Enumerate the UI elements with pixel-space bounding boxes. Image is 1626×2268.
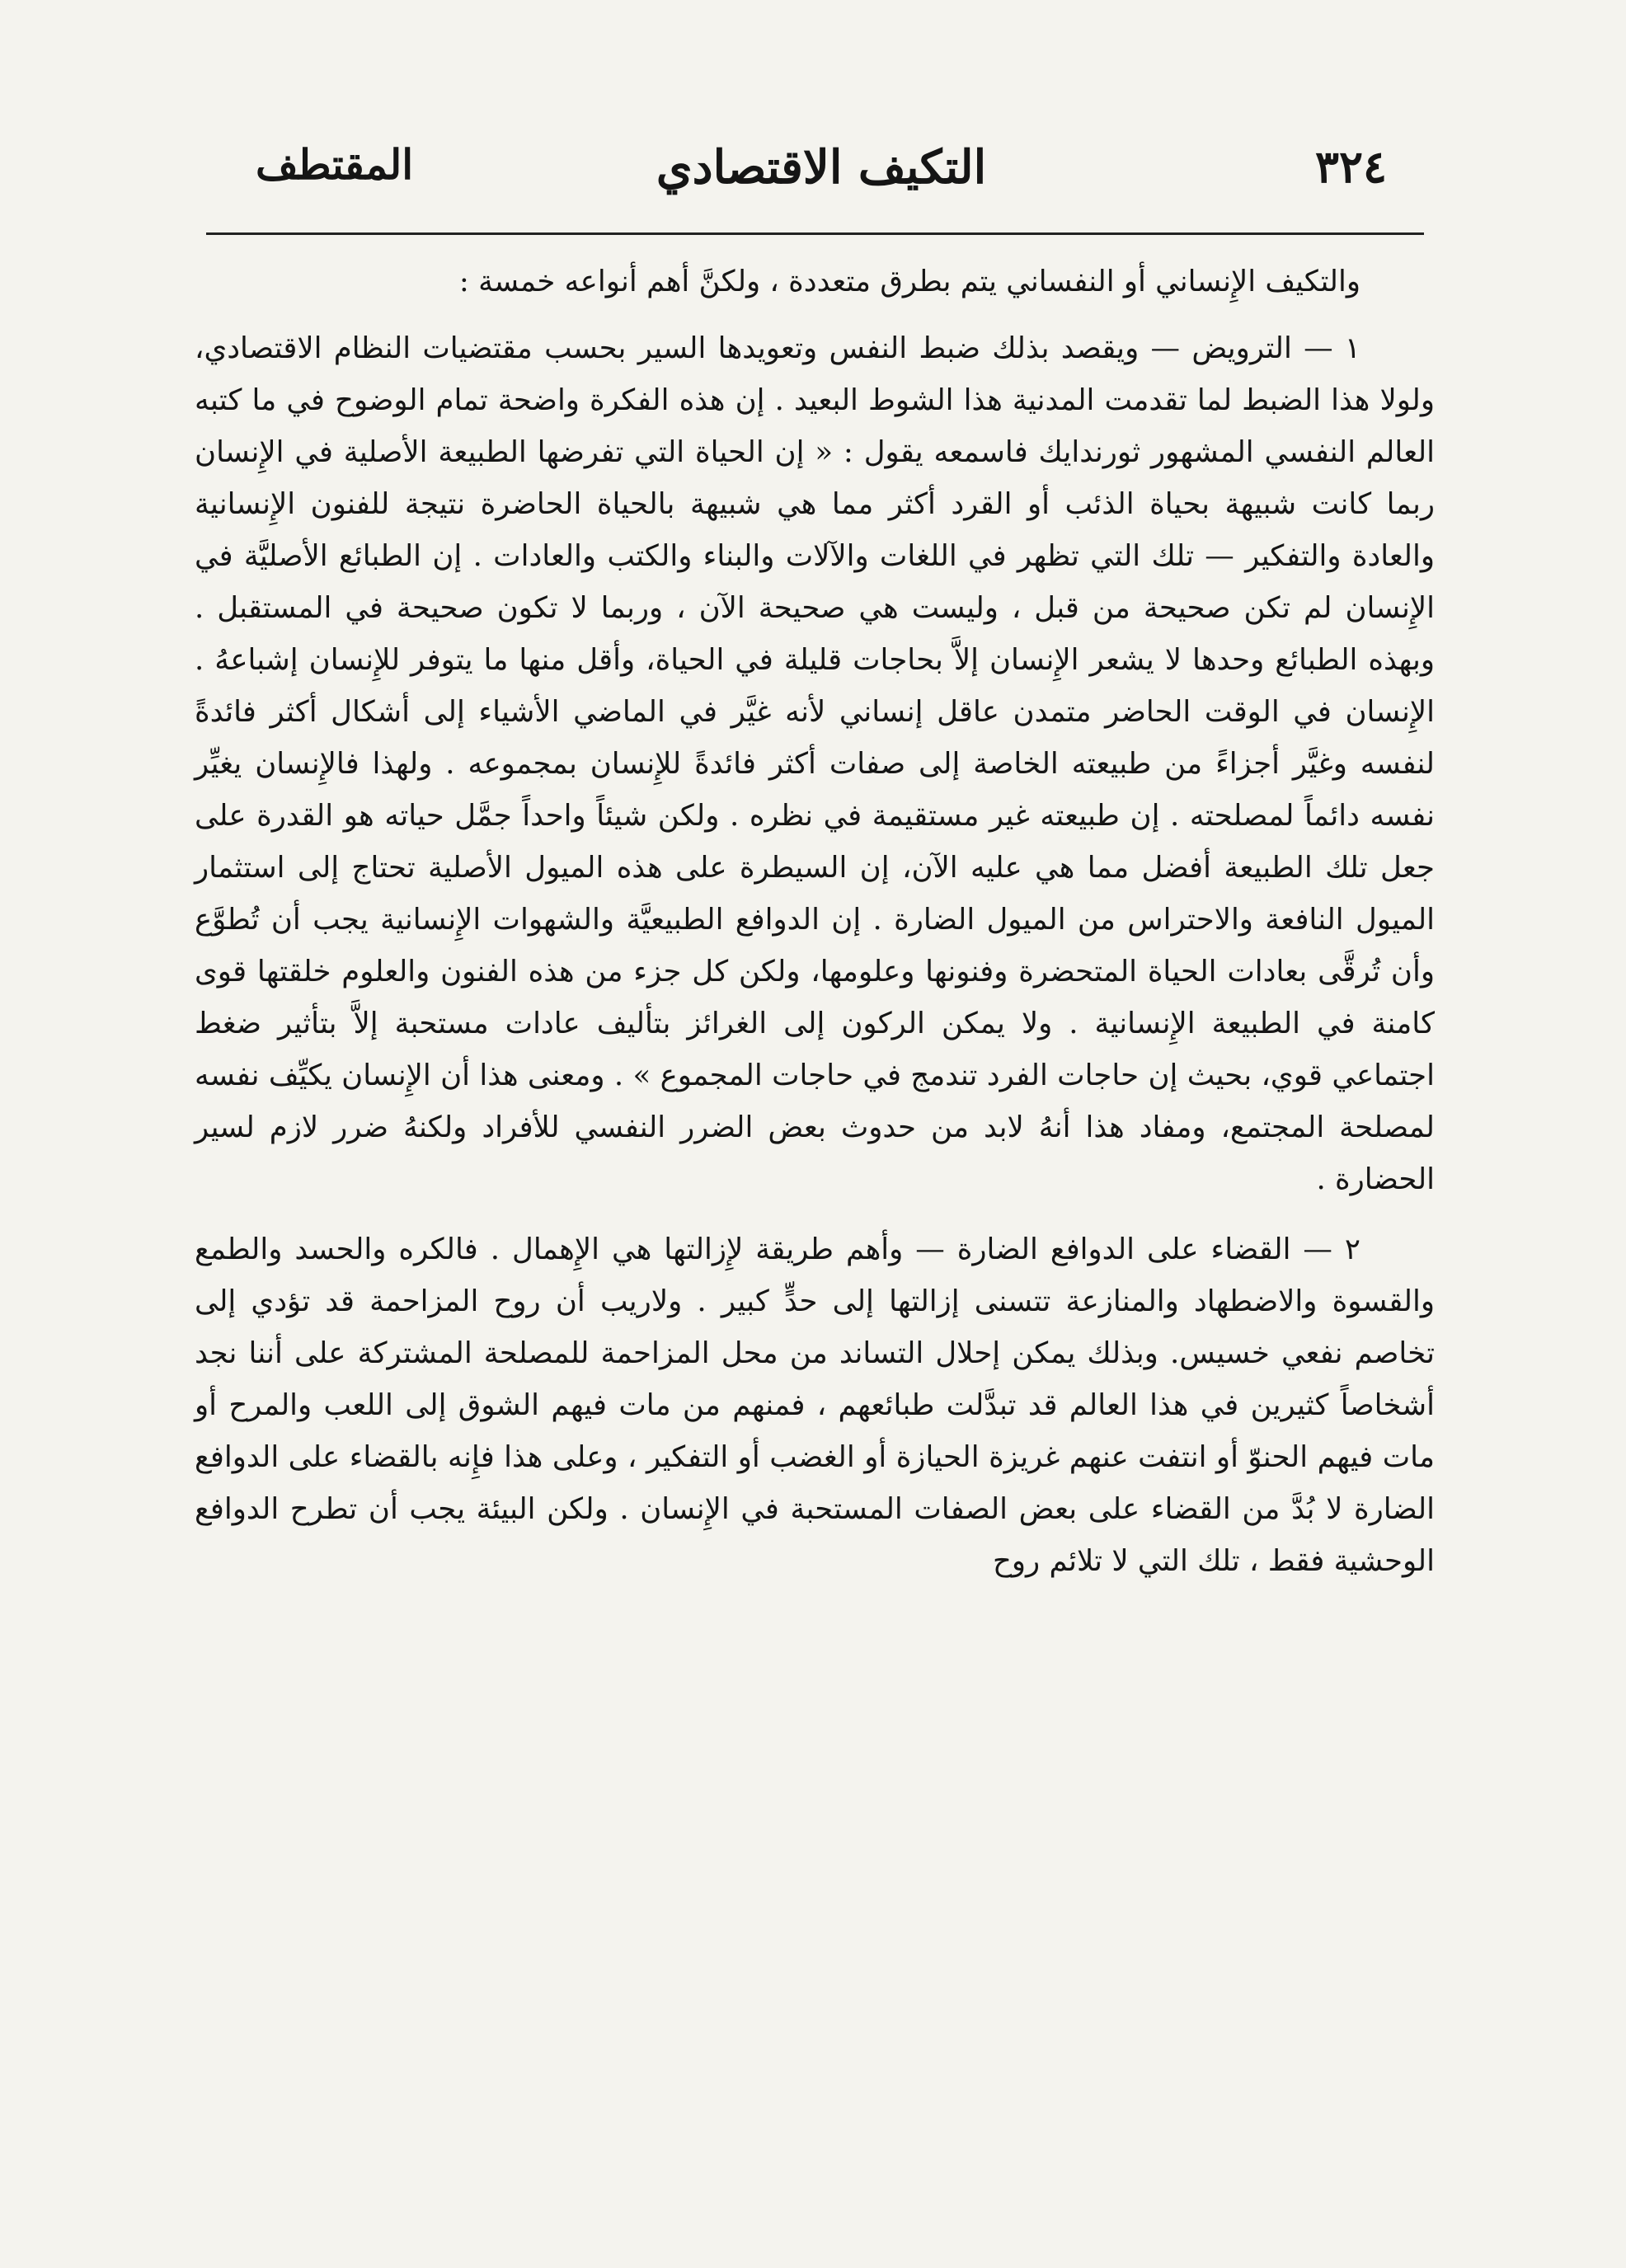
page-number: ٣٢٤ <box>1314 140 1387 193</box>
chapter-title: التكيف الاقتصادي <box>656 140 987 195</box>
body-text <box>195 256 1435 1587</box>
running-head <box>256 140 1387 206</box>
header-divider <box>206 232 1424 235</box>
paragraph-2: ٢ — القضاء على الدوافع الضارة — وأهم طريقة لإِزالتها هي الإِهمال . فالكره والحسد والطمع والقسوة والاضطهاد والمنازعة تتسنى إزالتها إلى حدٍّ كبير . ولاريب أن روح المزاحمة قد تؤدي إلى تخاصم نفعي خسيس. وبذلك يمكن إحلال التساند من محل المزاحمة للمصلحة المشتركة على أننا نجد أشخاصاً كثيرين في هذا العالم قد تبدَّلت طبائعهم ، فمنهم من مات فيهم الشوق إلى اللعب والمرح أو مات فيهم الحنوّ أو انتفت عنهم غريزة الحيازة أو الغضب أو التفكير ، وعلى هذا فإِنه بالقضاء على الدوافع الضارة لا بُدَّ من القضاء على بعض الصفات المستحبة في الإِنسان . ولكن البيئة يجب أن تطرح الدوافع الوحشية فقط ، تلك التي لا تلائم روح <box>195 1233 1435 1578</box>
paragraph-1: ١ — الترويض — ويقصد بذلك ضبط النفس وتعويدها السير بحسب مقتضيات النظام الاقتصادي، ولولا هذا الضبط لما تقدمت المدنية هذا الشوط البعيد . إن هذه الفكرة واضحة تمام الوضوح في ما كتبه العالم النفسي المشهور ثورندايك فاسمعه يقول : « إن الحياة التي تفرضها الطبيعة الأصلية في الإِنسان ربما كانت شبيهة بحياة الذئب أو القرد أكثر مما هي شبيهة بالحياة الحاضرة نتيجة للفنون الإِنسانية والعادة والتفكير — تلك التي تظهر في اللغات والآلات والبناء والكتب والعادات . إن الطبائع الأصليَّة في الإِنسان لم تكن صحيحة من قبل ، وليست هي صحيحة الآن ، وربما لا تكون صحيحة في المستقبل . وبهذه الطبائع وحدها لا يشعر الإِنسان إلاَّ بحاجات قليلة في الحياة، وأقل منها ما يتوفر للإِنسان إشباعهُ . الإِنسان في الوقت الحاضر متمدن عاقل إنساني لأنه غيَّر في الماضي الأشياء إلى أشكال أكثر فائدةً لنفسه وغيَّر أجزاءً من طبيعته الخاصة إلى صفات أكثر فائدةً للإِنسان بمجموعه . ولهذا فالإِنسان يغيِّر نفسه دائماً لمصلحته . إن طبيعته غير مستقيمة في نظره . ولكن شيئاً واحداً جمَّل حياته هو القدرة على جعل تلك الطبيعة أفضل مما هي عليه الآن، إن السيطرة على هذه الميول الأصلية تحتاج إلى استثمار الميول النافعة والاحتراس من الميول الضارة . إن الدوافع الطبيعيَّة والشهوات الإِنسانية يجب أن تُطوَّع وأن تُرقَّى بعادات الحياة المتحضرة وفنونها وعلومها، ولكن كل جزء من هذه الفنون والعلوم خلقتها قوى كامنة في الطبيعة الإِنسانية . ولا يمكن الركون إلى الغرائز بتأليف عادات مستحبة إلاَّ بتأثير ضغط اجتماعي قوي، بحيث إن حاجات الفرد تندمج في حاجات المجموع » . ومعنى هذا أن الإِنسان يكيِّف نفسه لمصلحة المجتمع، ومفاد هذا أنهُ لابد من حدوث بعض الضرر النفسي للأفراد ولكنهُ ضرر لازم لسير الحضارة . <box>195 331 1435 1196</box>
intro-line: والتكيف الإِنساني أو النفساني يتم بطرق متعددة ، ولكنَّ أهم أنواعه خمسة : <box>458 265 1360 298</box>
journal-name: المقتطف <box>256 140 414 189</box>
